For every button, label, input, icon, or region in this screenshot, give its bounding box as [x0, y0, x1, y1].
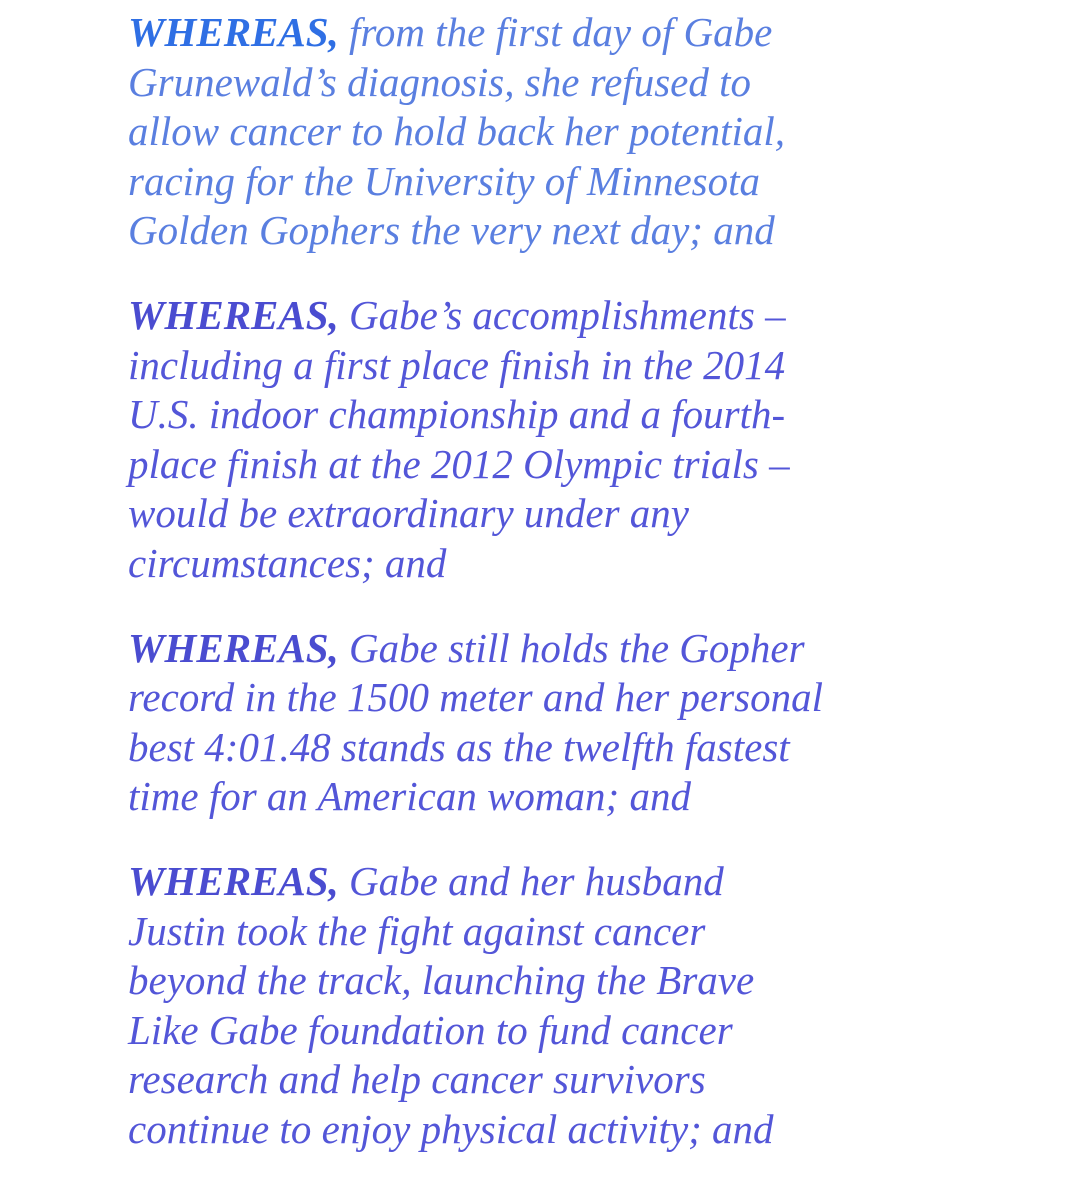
whereas-paragraph-1 [128, 8, 1028, 256]
paragraph-line [128, 857, 1028, 907]
paragraph-line: place finish at the 2012 Olympic trials – [128, 440, 790, 487]
paragraph-line: racing for the University of Minnesota [128, 157, 760, 204]
whereas-lead: WHEREAS, [128, 9, 339, 55]
paragraph-line: best 4:01.48 stands as the twelfth fastest [128, 723, 790, 770]
whereas-paragraph-3 [128, 624, 1028, 822]
paragraph-line: U.S. indoor championship and a fourth- [128, 391, 786, 438]
paragraph-line: Like Gabe foundation to fund cancer [128, 1006, 733, 1053]
paragraph-line: circumstances; and [128, 539, 447, 586]
paragraph-line: Golden Gophers the very next day; and [128, 207, 775, 254]
paragraph-line: including a first place finish in the 2014 [128, 341, 786, 388]
paragraph-line: would be extraordinary under any [128, 490, 690, 537]
paragraph-line: Justin took the fight against cancer [128, 907, 706, 954]
whereas-paragraph-4 [128, 857, 1028, 1155]
paragraph-line: time for an American woman; and [128, 773, 691, 820]
paragraph-line: Grunewald’s diagnosis, she refused to [128, 58, 751, 105]
paragraph-line: research and help cancer survivors [128, 1056, 706, 1103]
paragraph-line [128, 624, 1028, 674]
whereas-lead: WHEREAS, [128, 857, 339, 904]
paragraph-line: continue to enjoy physical activity; and [128, 1105, 774, 1152]
whereas-lead: WHEREAS, [128, 624, 339, 671]
paragraph-line: allow cancer to hold back her potential, [128, 108, 786, 155]
paragraph-line: beyond the track, launching the Brave [128, 957, 755, 1004]
line-text: from the first day of Gabe [338, 9, 773, 55]
line-text: Gabe still holds the Gopher [338, 624, 805, 671]
proclamation-document [128, 8, 1028, 1189]
paragraph-line [128, 291, 1028, 341]
paragraph-line [128, 8, 1028, 58]
whereas-lead: WHEREAS, [128, 291, 339, 338]
line-text: Gabe and her husband [338, 857, 724, 904]
paragraph-line: record in the 1500 meter and her personal [128, 674, 823, 721]
whereas-paragraph-2 [128, 291, 1028, 589]
line-text: Gabe’s accomplishments – [338, 291, 786, 338]
